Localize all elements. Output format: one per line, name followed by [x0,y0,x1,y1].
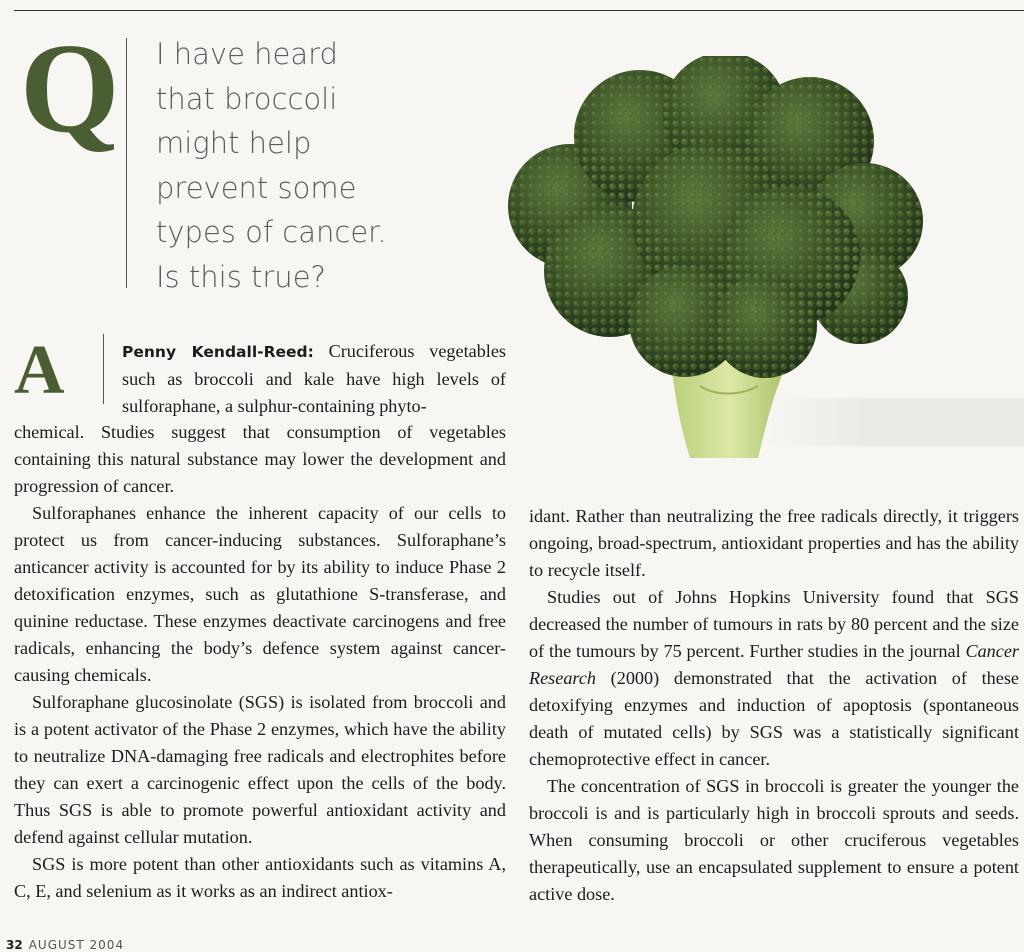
lead-text: Cruciferous vegetables such as broccoli and kale have high levels of sulforaphane, a sulphur-containing phyto- [122,341,506,416]
broccoli-photo [500,56,930,466]
issue-month: AUGUST 2004 [28,938,125,952]
answer-lead [122,338,506,420]
question-line: might help [156,126,312,160]
paragraph [529,584,1019,773]
question-divider [126,38,127,288]
page-number: 32 [6,938,23,952]
paragraph-text: Studies out of Johns Hopkins University found that SGS decreased the number of tumours in rats by 80 percent and the size of the tumours by 75 percent. Further studies in the journal [529,587,1019,661]
question-line: that broccoli [156,81,338,116]
paragraph: chemical. Studies suggest that consumption of vegetables containing this natural substance may lower the development and progression of cancer. [14,422,506,496]
a-drop-letter: A [14,332,65,409]
paragraph: The concentration of SGS in broccoli is greater the younger the broccoli is and is particularly high in broccoli sprouts and seeds. When consuming broccoli or other cruciferous vegetables therapeutically, use an encapsulated supplement to ensure a potent active dose. [529,776,1019,904]
question-text [156,32,476,299]
question-line: Is this true? [156,259,326,294]
question-line: prevent some [156,170,357,205]
paragraph: SGS is more potent than other antioxidants such as vitamins A, C, E, and selenium as it works as an indirect antiox- [14,854,506,901]
paragraph: idant. Rather than neutralizing the free radicals directly, it triggers ongoing, broad-spectrum, antioxidant properties and has the ability to recycle itself. [529,506,1019,580]
question-line: types of cancer. [156,215,387,249]
paragraph: Sulforaphanes enhance the inherent capacity of our cells to protect us from cancer-inducing substances. Sulforaphane’s anticancer activity is accounted for by its ability to induce Phase 2 detoxification enzymes, such as glutathione S-transferase, and quinine reductase. These enzymes deactivate carcinogens and free radicals, enhancing the body’s defence system against cancer-causing chemicals. [14,503,506,685]
column-left [14,419,506,905]
question-line: I have heard [156,37,338,71]
paragraph: Sulforaphane glucosinolate (SGS) is isolated from broccoli and is a potent activator of the Phase 2 enzymes, which have the ability to neutralize DNA-damaging free radicals and electrophites before they can exert a carcinogenic effect upon the cells of the body. Thus SGS is able to promote powerful antioxidant activity and defend against cellular mutation. [14,692,506,847]
answer-divider [103,334,104,404]
author-name: Penny Kendall-Reed: [122,343,314,361]
q-drop-letter: Q [20,17,120,159]
paragraph-text: (2000) demonstrated that the activation of these detoxifying enzymes and induction of apoptosis (spontaneous death of mutated cells) by SGS was a statistically significant chemoprotective effect in cancer. [529,668,1019,769]
journal-title: Cancer Research [529,641,1019,688]
top-rule [14,10,1024,11]
column-right [529,503,1019,908]
